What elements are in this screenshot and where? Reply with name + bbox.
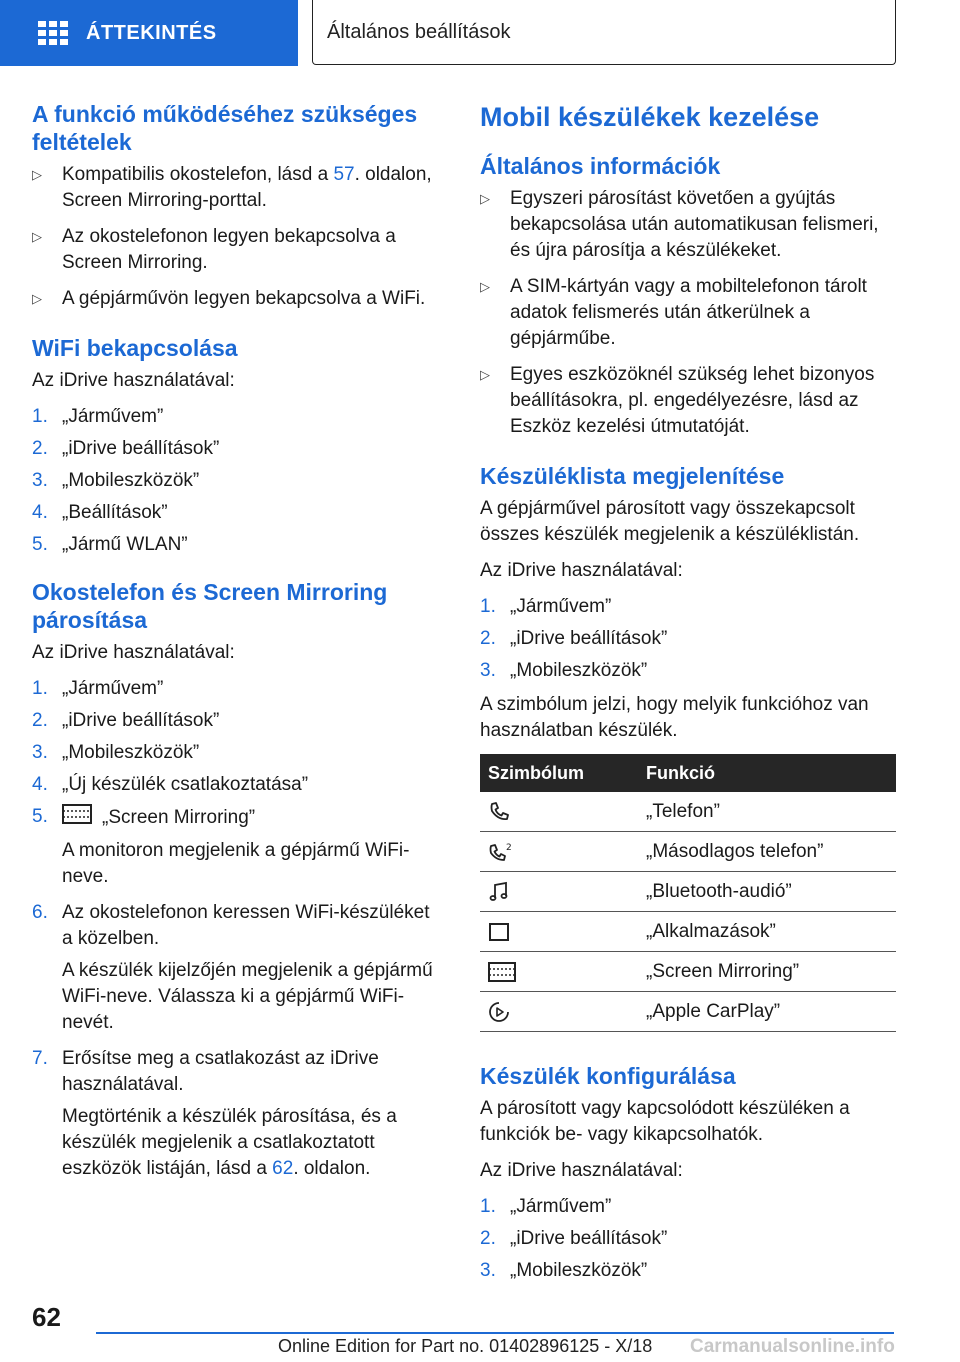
- device-list-steps: [480, 594, 896, 684]
- list-item: [480, 186, 896, 264]
- table-row: [480, 792, 896, 832]
- wifi-steps: [32, 404, 442, 558]
- item-text: Az okostelefonon legyen bekapcsolva a Screen Mirroring.: [62, 226, 396, 273]
- page-header: [0, 0, 960, 66]
- table-header-function: Funkció: [646, 754, 896, 792]
- step-text: „Mobileszközök”: [62, 742, 200, 763]
- table-row: [480, 912, 896, 952]
- list-item: [32, 224, 442, 276]
- triangle-bullet-icon: ▷: [480, 367, 490, 382]
- requirements-heading: A funkció működéséhez szükséges feltételek: [32, 101, 418, 155]
- step-item: [32, 900, 442, 1036]
- pairing-intro: Az iDrive használatával:: [32, 642, 235, 663]
- screen-mirroring-icon: [62, 804, 92, 832]
- table-row: [480, 952, 896, 992]
- overview-tab[interactable]: [0, 0, 298, 66]
- step-item: [32, 436, 442, 462]
- step-number: 5.: [32, 534, 48, 555]
- table-cell-function: „Bluetooth-audió”: [646, 872, 896, 912]
- triangle-bullet-icon: ▷: [32, 229, 42, 244]
- step-text: „Jármű WLAN”: [62, 534, 188, 555]
- mobile-devices-heading: Mobil készülékek kezelése: [480, 102, 820, 132]
- step-number: 3.: [480, 660, 496, 681]
- page-number: 62: [32, 1302, 61, 1332]
- step-text: „Járművem”: [510, 1196, 612, 1217]
- step-text: Az okostelefonon keressen WiFi-készüléket a közelben.: [62, 902, 430, 949]
- grid-menu-icon: [38, 21, 68, 45]
- item-text: Egyszeri párosítást követően a gyújtás bekapcsolása után automatikusan felismeri, és újra párosítja a készülékeket.: [510, 188, 879, 261]
- svg-text:2: 2: [506, 842, 512, 853]
- step-number: 4.: [32, 774, 48, 795]
- device-config-steps: [480, 1194, 896, 1284]
- section-title-box: [312, 0, 896, 65]
- step-number: 4.: [32, 502, 48, 523]
- step-text: „Mobileszközök”: [510, 660, 648, 681]
- step-item: [32, 1046, 442, 1182]
- step-text: „Mobileszközök”: [62, 470, 200, 491]
- table-cell-function: „Telefon”: [646, 792, 896, 832]
- step-number: 2.: [480, 628, 496, 649]
- device-config-desc: A párosított vagy kapcsolódott készüléken a funkciók be- vagy kikapcsolhatók.: [480, 1098, 850, 1145]
- symbol-desc: A szimbólum jelzi, hogy melyik funkcióhoz van használatban készülék.: [480, 694, 869, 741]
- right-column: [480, 100, 896, 1304]
- secondary-phone-icon: [488, 841, 646, 863]
- device-list-intro: Az iDrive használatával:: [480, 560, 683, 581]
- page-link[interactable]: 62: [272, 1158, 294, 1179]
- triangle-bullet-icon: ▷: [32, 291, 42, 306]
- pairing-heading: Okostelefon és Screen Mirroring párosítása: [32, 579, 388, 633]
- step-number: 1.: [480, 1196, 496, 1217]
- left-column: [32, 100, 442, 1202]
- step-text: „Beállítások”: [62, 502, 168, 523]
- device-config-intro: Az iDrive használatával:: [480, 1160, 683, 1181]
- step-text: „Új készülék csatlakoztatása”: [62, 774, 309, 795]
- step-number: 1.: [480, 596, 496, 617]
- table-row: [480, 992, 896, 1032]
- note-text: . oldalon.: [293, 1158, 371, 1179]
- table-row: [480, 832, 896, 872]
- device-config-heading: Készülék konfigurálása: [480, 1063, 736, 1089]
- device-list-heading: Készüléklista megjelenítése: [480, 463, 785, 489]
- triangle-bullet-icon: ▷: [480, 191, 490, 206]
- requirements-list: [32, 162, 442, 312]
- table-header-symbol: Szimbólum: [480, 754, 646, 792]
- wifi-intro: Az iDrive használatával:: [32, 370, 235, 391]
- step-number: 2.: [32, 438, 48, 459]
- step-text: „Járművem”: [62, 406, 164, 427]
- step-text: „Járművem”: [510, 596, 612, 617]
- table-header-row: [480, 754, 896, 792]
- page-link[interactable]: 57: [333, 164, 355, 185]
- step-item: [32, 676, 442, 702]
- triangle-bullet-icon: ▷: [480, 279, 490, 294]
- step-note: A monitoron megjelenik a gépjármű WiFi-neve.: [62, 840, 410, 887]
- footer-edition: Online Edition for Part no. 01402896125 - X/18: [278, 1336, 653, 1356]
- item-text: A SIM-kártyán vagy a mobiltelefonon tárolt adatok felismerés után átkerülnek a gépjárműbe.: [510, 276, 867, 349]
- step-number: 2.: [32, 710, 48, 731]
- table-cell-function: „Screen Mirroring”: [646, 952, 896, 992]
- list-item: [32, 286, 442, 312]
- list-item: [480, 362, 896, 440]
- step-item: [480, 626, 896, 652]
- step-text: „Mobileszközök”: [510, 1260, 648, 1281]
- step-item: [32, 772, 442, 798]
- step-number: 7.: [32, 1048, 48, 1069]
- symbol-table: [480, 754, 896, 1032]
- watermark: Carmanualsonline.info: [690, 1336, 895, 1357]
- triangle-bullet-icon: ▷: [32, 167, 42, 182]
- step-item: [32, 740, 442, 766]
- wifi-heading: WiFi bekapcsolása: [32, 335, 238, 361]
- phone-icon: [488, 801, 646, 823]
- apps-icon: [488, 921, 646, 943]
- step-number: 5.: [32, 806, 48, 827]
- step-item: [32, 708, 442, 734]
- step-item: [32, 500, 442, 526]
- step-item: [32, 532, 442, 558]
- step-item: [480, 1194, 896, 1220]
- step-item: [32, 404, 442, 430]
- item-text: . oldalon, Screen Mirroring-porttal.: [62, 164, 432, 211]
- step-item: [32, 804, 442, 890]
- table-cell-function: „Másodlagos telefon”: [646, 832, 896, 872]
- step-item: [32, 468, 442, 494]
- step-text: Erősítse meg a csatlakozást az iDrive használatával.: [62, 1048, 379, 1095]
- step-item: [480, 658, 896, 684]
- item-text: A gépjárművön legyen bekapcsolva a WiFi.: [62, 288, 426, 309]
- table-row: [480, 872, 896, 912]
- table-cell-function: „Alkalmazások”: [646, 912, 896, 952]
- step-note: [62, 1104, 442, 1182]
- music-note-icon: [488, 881, 646, 903]
- list-item: [480, 274, 896, 352]
- footer-divider: [96, 1332, 894, 1334]
- step-number: 3.: [32, 742, 48, 763]
- step-number: 3.: [480, 1260, 496, 1281]
- screen-mirroring-icon: [488, 961, 646, 983]
- step-number: 2.: [480, 1228, 496, 1249]
- step-item: [480, 594, 896, 620]
- general-info-list: [480, 186, 896, 440]
- device-list-desc: A gépjárművel párosított vagy összekapcsolt összes készülék megjelenik a készüléklistán.: [480, 498, 860, 545]
- step-note: A készülék kijelzőjén megjelenik a gépjármű WiFi-neve. Válassza ki a gépjármű WiFi-nevét.: [62, 960, 433, 1033]
- step-text: „iDrive beállítások”: [510, 1228, 668, 1249]
- overview-tab-label: ÁTTEKINTÉS: [86, 21, 217, 44]
- section-title: Általános beállítások: [327, 20, 511, 43]
- table-cell-function: „Apple CarPlay”: [646, 992, 896, 1032]
- item-text: Egyes eszközöknél szükség lehet bizonyos beállításokra, pl. engedélyezésre, lásd az Eszköz kezelési útmutatóját.: [510, 364, 875, 437]
- step-number: 3.: [32, 470, 48, 491]
- step-text: „Screen Mirroring”: [102, 807, 256, 829]
- carplay-icon: [488, 1001, 646, 1023]
- step-text: „iDrive beállítások”: [62, 710, 220, 731]
- step-number: 1.: [32, 406, 48, 427]
- step-item: [480, 1258, 896, 1284]
- list-item: [32, 162, 442, 214]
- step-text: „iDrive beállítások”: [62, 438, 220, 459]
- pairing-steps: [32, 676, 442, 1182]
- item-text: Kompatibilis okostelefon, lásd a: [62, 164, 334, 185]
- general-info-heading: Általános információk: [480, 153, 721, 179]
- note-text: Megtörténik a készülék párosítása, és a készülék megjelenik a csatlakoztatott eszközök listáján, lásd a: [62, 1106, 397, 1179]
- step-item: [480, 1226, 896, 1252]
- step-number: 6.: [32, 902, 48, 923]
- step-number: 1.: [32, 678, 48, 699]
- step-text: „iDrive beállítások”: [510, 628, 668, 649]
- step-text: „Járművem”: [62, 678, 164, 699]
